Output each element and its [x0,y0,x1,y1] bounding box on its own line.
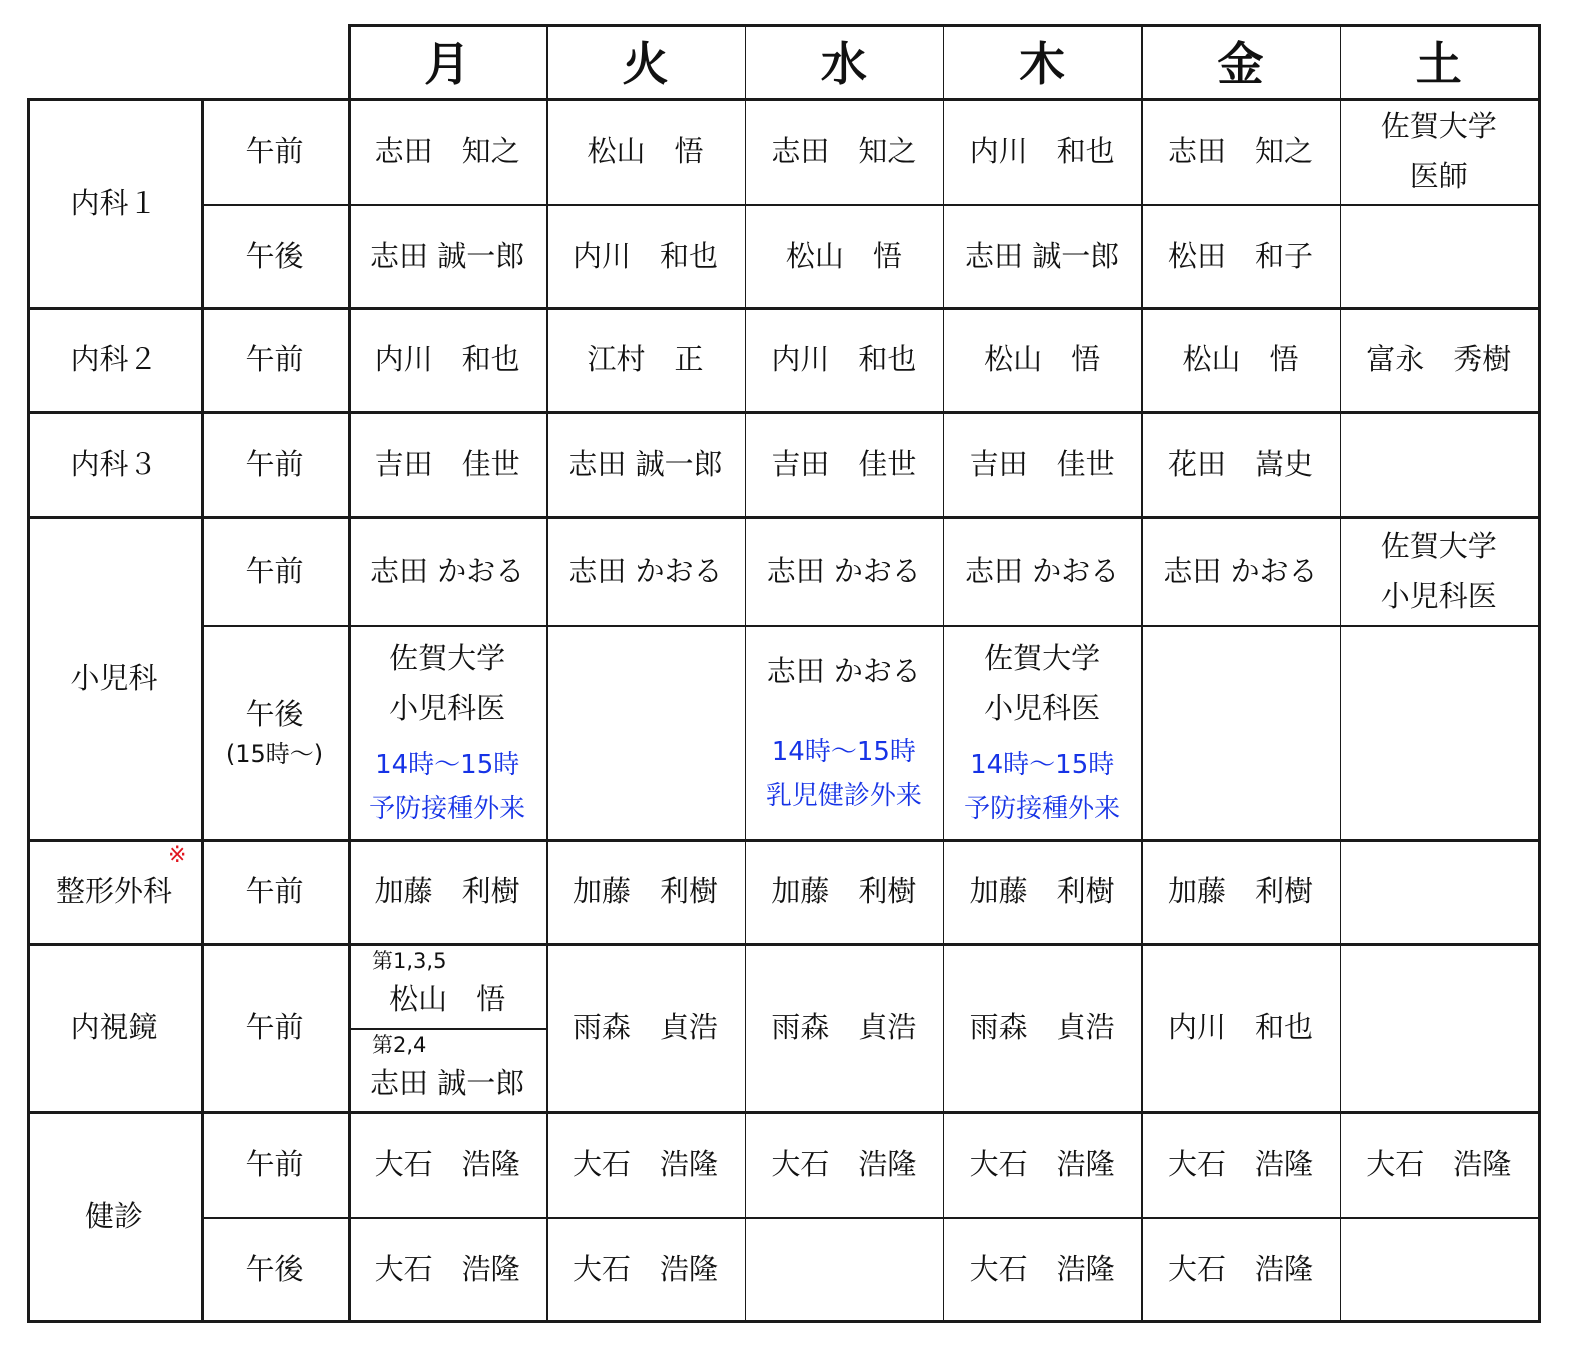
period-label: 午前 [245,553,304,588]
schedule-cell [745,1217,943,1320]
schedule-cell [546,98,744,204]
schedule-cell [943,411,1141,516]
doctor-name: 加藤 利樹 [374,874,520,908]
department-naika2 [27,307,201,411]
doctor-name: 大石 浩隆 [969,1147,1115,1181]
day-label: 金 [1217,37,1264,91]
grid-line-horizontal [27,307,1541,310]
doctor-name: 大石 浩隆 [1167,1147,1313,1181]
schedule-cell [745,98,943,204]
period-pm [201,625,348,839]
doctor-name: 内川 和也 [572,238,718,273]
doctor-name: 雨森 貞浩 [969,1010,1115,1044]
schedule-cell [1141,411,1339,516]
day-label: 月 [424,37,471,91]
grid-line-vertical [943,24,945,1320]
schedule-cell [1340,204,1538,307]
schedule-cell [1340,943,1538,1111]
day-label: 水 [820,37,867,91]
grid-line-vertical [745,24,747,1320]
schedule-cell [943,516,1141,625]
doctor-name: 医師 [1409,159,1468,193]
doctor-name: 吉田 佳世 [374,446,520,481]
doctor-name: 松山 悟 [785,238,902,273]
clinic-note: 14時〜15時 [970,750,1115,780]
grid-line-horizontal [348,24,1541,27]
clinic-note: 14時〜15時 [375,750,520,780]
doctor-name: 雨森 貞浩 [771,1010,917,1044]
clinic-note: 14時〜15時 [771,737,916,767]
doctor-name: 志田 知之 [374,134,520,168]
department-label: 小児科 [70,660,158,695]
doctor-name: 志田 誠一郎 [370,1065,525,1100]
endoscopy-monday-week-2-4 [348,1028,546,1111]
doctor-name: 小児科医 [984,691,1101,725]
schedule-cell [546,411,744,516]
schedule-cell [943,943,1141,1111]
doctor-name: 志田 かおる [1163,553,1318,588]
schedule-cell [348,1217,546,1320]
schedule-cell [546,1111,744,1217]
day-header [348,24,546,98]
day-label: 土 [1415,37,1462,91]
schedule-cell [745,1111,943,1217]
schedule-cell [1340,307,1538,411]
doctor-name: 佐賀大学 [1380,109,1497,143]
department-label: 内科３ [70,446,158,481]
grid-line-horizontal [27,411,1541,414]
doctor-name: 志田 誠一郎 [965,238,1120,273]
period-am [201,411,348,516]
doctor-name: 花田 嵩史 [1167,446,1313,481]
schedule-cell [1340,516,1538,625]
schedule-cell [745,411,943,516]
schedule-cell [745,516,943,625]
grid-line-horizontal [348,1028,546,1030]
schedule-cell [348,307,546,411]
schedule-cell [546,516,744,625]
doctor-name: 小児科医 [1380,578,1497,613]
schedule-cell [1340,1217,1538,1320]
period-am [201,839,348,943]
schedule-cell [348,411,546,516]
doctor-name: 江村 正 [587,342,704,376]
period-label: 午前 [245,446,304,481]
day-header [943,24,1141,98]
grid-line-vertical [348,24,351,1320]
department-shounika [27,516,201,839]
doctor-name: 内川 和也 [1167,1010,1313,1044]
schedule-cell [745,307,943,411]
period-time-note: (15時〜) [225,740,324,768]
clinic-note: 予防接種外来 [964,794,1121,824]
doctor-name: 雨森 貞浩 [572,1010,718,1044]
doctor-name: 大石 浩隆 [374,1251,520,1286]
doctor-name: 内川 和也 [374,342,520,376]
schedule-cell [745,943,943,1111]
doctor-name: 松山 悟 [984,342,1101,376]
doctor-name: 加藤 利樹 [771,874,917,908]
period-label: 午前 [245,874,304,908]
clinic-note: 予防接種外来 [369,794,526,824]
week-label: 第2,4 [372,1032,427,1057]
doctor-name: 内川 和也 [771,342,917,376]
doctor-name: 吉田 佳世 [969,446,1115,481]
doctor-name: 志田 かおる [370,553,525,588]
schedule-cell [1340,839,1538,943]
schedule-cell [1141,1111,1339,1217]
schedule-cell [745,204,943,307]
period-am [201,943,348,1111]
doctor-name: 吉田 佳世 [771,446,917,481]
doctor-name: 大石 浩隆 [572,1147,718,1181]
doctor-name: 志田 誠一郎 [568,446,723,481]
department-label: 内視鏡 [70,1010,158,1044]
schedule-cell [943,839,1141,943]
schedule-cell [1141,943,1339,1111]
grid-line-horizontal [27,1320,1541,1323]
period-label: 午後 [245,238,304,273]
doctor-name: 加藤 利樹 [969,874,1115,908]
schedule-cell [1141,1217,1339,1320]
schedule-cell [745,839,943,943]
period-pm [201,1217,348,1320]
grid-line-horizontal [27,943,1541,946]
doctor-name: 志田 かおる [568,553,723,588]
doctor-name: 志田 知之 [1167,134,1313,168]
day-label: 木 [1019,37,1066,91]
schedule-cell [546,204,744,307]
schedule-cell [1141,307,1339,411]
doctor-name: 松山 悟 [587,134,704,168]
period-label: 午後 [245,1251,304,1286]
schedule-cell [943,1111,1141,1217]
grid-line-vertical [201,98,204,1320]
doctor-name: 佐賀大学 [1380,528,1497,563]
schedule-cell [1141,839,1339,943]
day-header [1340,24,1538,98]
grid-line-vertical [1340,24,1342,1320]
doctor-name: 松田 和子 [1167,238,1313,273]
schedule-cell [546,625,744,839]
grid-line-horizontal [27,516,1541,519]
grid-line-vertical [1538,24,1541,1323]
doctor-name: 松山 悟 [1182,342,1299,376]
doctor-name: 佐賀大学 [984,641,1101,675]
schedule-cell [943,98,1141,204]
schedule-cell [1340,1111,1538,1217]
grid-line-horizontal [27,1111,1541,1114]
department-label: 整形外科 [55,874,172,908]
doctor-name: 大石 浩隆 [969,1251,1115,1286]
schedule-cell [943,204,1141,307]
period-label: 午前 [245,342,304,376]
schedule-cell [1340,411,1538,516]
schedule-cell [348,98,546,204]
doctor-name: 加藤 利樹 [572,874,718,908]
doctor-name: 内川 和也 [969,134,1115,168]
doctor-name: 大石 浩隆 [1167,1251,1313,1286]
period-am [201,516,348,625]
period-label: 午前 [245,1147,304,1181]
schedule-cell [745,625,943,839]
doctor-name: 富永 秀樹 [1366,342,1512,376]
doctor-name: 松山 悟 [389,981,506,1016]
endoscopy-monday-week-1-3-5 [348,943,546,1028]
period-label: 午前 [245,134,304,168]
schedule-cell [348,625,546,839]
schedule-cell [1340,98,1538,204]
doctor-name: 大石 浩隆 [771,1147,917,1181]
period-label: 午前 [245,1010,304,1044]
week-label: 第1,3,5 [372,948,447,973]
department-naika3 [27,411,201,516]
grid-line-horizontal [27,839,1541,842]
schedule-cell [943,1217,1141,1320]
department-label: 内科１ [70,185,158,220]
day-header [1141,24,1339,98]
department-kenshin [27,1111,201,1320]
grid-line-vertical [1141,24,1143,1320]
doctor-name: 加藤 利樹 [1167,874,1313,908]
schedule-cell [546,1217,744,1320]
schedule-cell [1141,204,1339,307]
schedule-cell [348,1111,546,1217]
department-label: 内科２ [70,342,158,376]
schedule-cell [1340,625,1538,839]
schedule-cell [348,839,546,943]
day-header [546,24,744,98]
doctor-name: 志田 かおる [766,553,921,588]
doctor-name: 志田 誠一郎 [370,238,525,273]
schedule-cell [348,516,546,625]
grid-line-vertical [546,24,548,1320]
doctor-name: 志田 知之 [771,134,917,168]
department-naika1 [27,98,201,307]
doctor-name: 大石 浩隆 [572,1251,718,1286]
clinic-note: 乳児健診外来 [765,781,922,811]
grid-line-vertical [27,98,30,1323]
period-label: 午後 [245,697,304,731]
period-am [201,1111,348,1217]
period-am [201,307,348,411]
department-naishikyou [27,943,201,1111]
doctor-name: 志田 かおる [965,553,1120,588]
schedule-cell [1141,516,1339,625]
doctor-name: 小児科医 [389,691,506,725]
doctor-name: 佐賀大学 [389,641,506,675]
period-am [201,98,348,204]
schedule-cell [1141,98,1339,204]
schedule-cell [546,839,744,943]
schedule-cell [1141,625,1339,839]
schedule-cell [348,204,546,307]
department-label: 健診 [84,1198,143,1233]
schedule-cell [546,943,744,1111]
grid-line-horizontal [27,98,1541,101]
schedule-cell [943,307,1141,411]
schedule-cell [546,307,744,411]
day-label: 火 [622,37,669,91]
doctor-name: 大石 浩隆 [374,1147,520,1181]
period-pm [201,204,348,307]
doctor-name: 志田 かおる [766,654,921,688]
doctor-name: 大石 浩隆 [1366,1147,1512,1181]
day-header [745,24,943,98]
schedule-cell [943,625,1141,839]
orthopedics-note-mark: ※ [168,843,187,868]
